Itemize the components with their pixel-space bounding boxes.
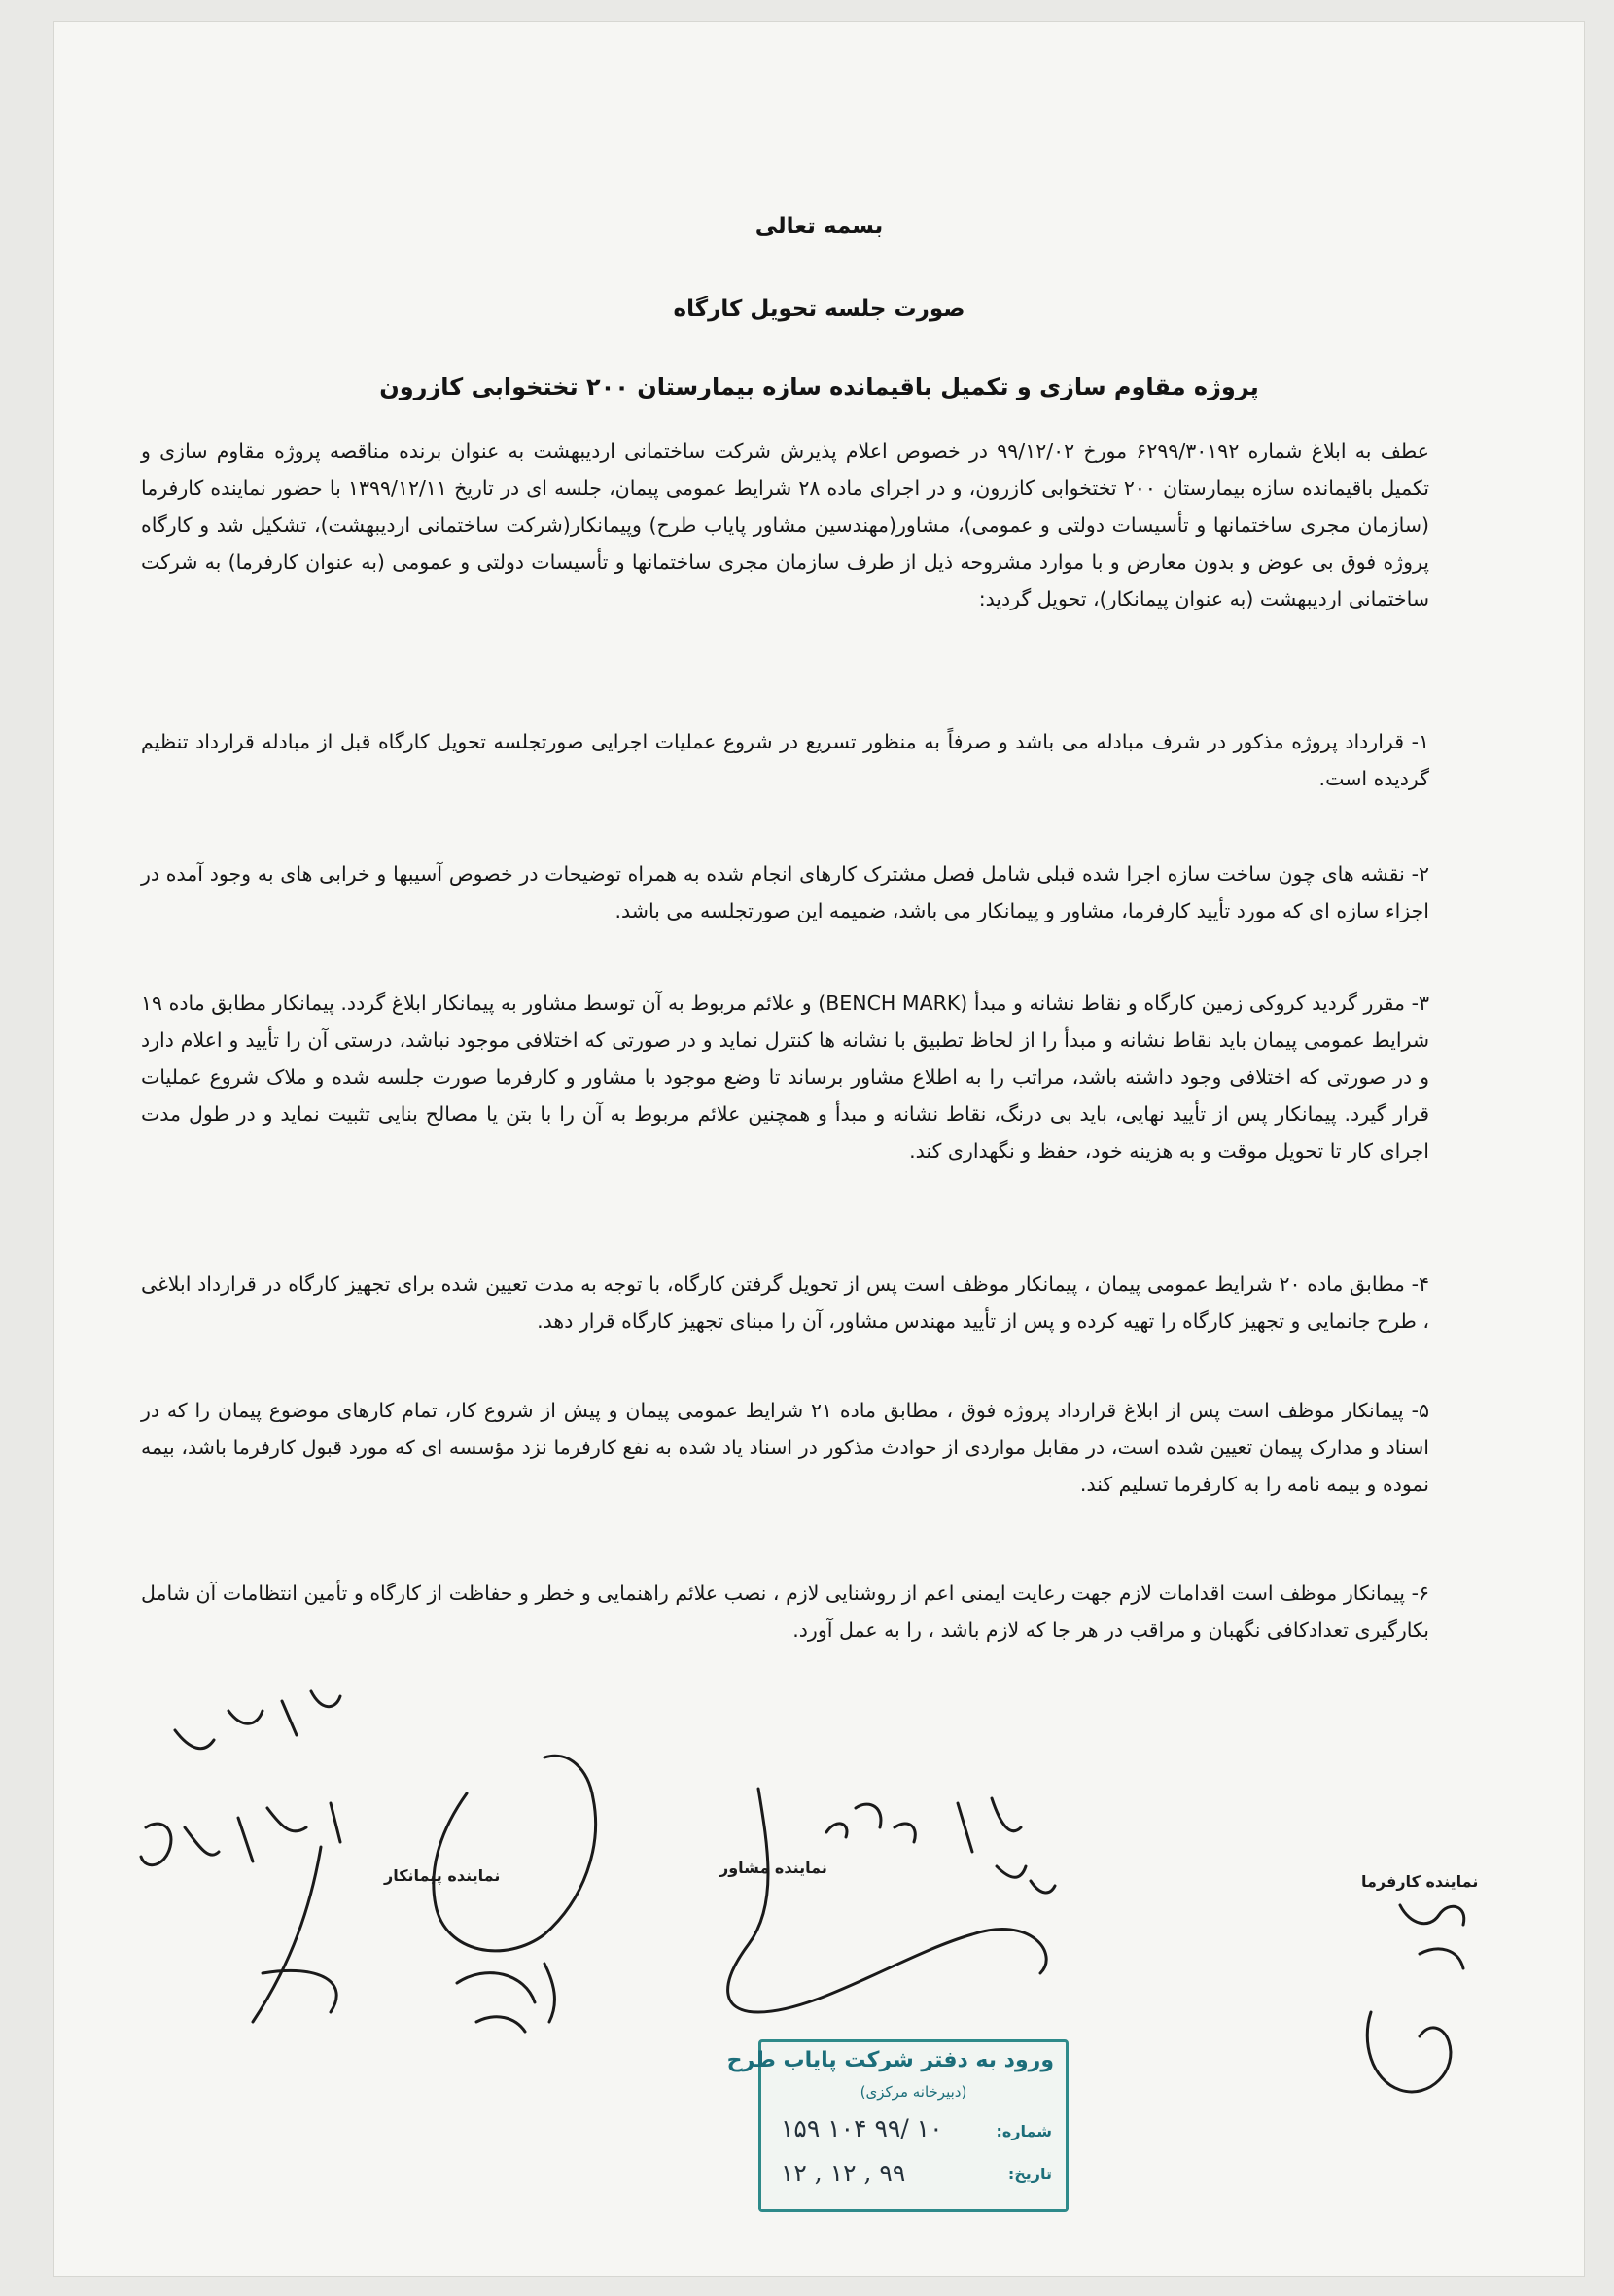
stamp-title: ورود به دفتر شرکت پایاب طرح: [726, 2048, 1054, 2072]
stamp-number-label: شماره:: [996, 2122, 1052, 2140]
stamp-date-label: تاریخ:: [1007, 2165, 1052, 2183]
stamp-number-value: ۱۵۹ ۱۰۴ ۹۹/ ۱۰: [781, 2114, 943, 2142]
clause-5: ۵- پیمانکار موظف است پس از ابلاغ قرارداد پروژه فوق ، مطابق ماده ۲۱ شرایط عمومی پیمان و پیش از شروع کار، تمام کارهای موضوع پیمان را که در اسناد و مدارک پیمان تعیین شده است، در مقابل مواردی از حوادث مذکور در اسناد یاد شده به نفع کارفرما نزد مؤسسه ای که مورد قبول کارفرما باشد، بیمه نموده و بیمه نامه را به کارفرما تسلیم کند.: [141, 1399, 1429, 1496]
clause-2: ۲- نقشه های چون ساخت سازه اجرا شده قبلی شامل فصل مشترک کارهای انجام شده به همراه توضیحات در خصوص آسیبها و خرابی های به وجود آمده در اجزاء سازه ای که مورد تأیید کارفرما، مشاور و پیمانکار می باشد، ضمیمه این صورتجلسه می باشد.: [141, 862, 1429, 922]
stamp-date-value: ۱۲ , ۱۲ , ۹۹: [781, 2159, 906, 2187]
project-title: پروژه مقاوم سازی و تکمیل باقیمانده سازه بیمارستان ۲۰۰ تختخوابی کازرون: [379, 373, 1259, 400]
clause-3: ۳- مقرر گردید کروکی زمین کارگاه و نقاط نشانه و مبدأ (BENCH MARK) و علائم مربوط به آن توسط مشاور به پیمانکار ابلاغ گردد. پیمانکار مطابق ماده ۱۹ شرایط عمومی پیمان باید نقاط نشانه و مبدأ را از لحاظ تطبیق با نشانه ها کنترل نماید و در صورتی که اختلافی موجود نباشد، درستی آن را تأیید و اعلام دارد و در صورتی که اختلافی وجود داشته باشد، مراتب را به اطلاع مشاور برساند تا وضع موجود با مشاور و کارفرما صورت جلسه شده و ملاک شروع عملیات قرار گیرد. پیمانکار پس از تأیید نهایی، باید بی درنگ، نقاط نشانه و مبدأ و همچنین علائم مربوط به آن را با بتن یا مصالح بنایی تثبیت نماید و در طول مدت اجرای کار تا تحویل موقت و به هزینه خود، حفظ و نگهداری کند.: [141, 991, 1429, 1163]
clause-4: ۴- مطابق ماده ۲۰ شرایط عمومی پیمان ، پیمانکار موظف است پس از تحویل گرفتن کارگاه، با توجه به مدت تعیین شده برای تجهیز کارگاه در قرارداد ابلاغی ، طرح جانمایی و تجهیز کارگاه را تهیه کرده و پس از تأیید مهندس مشاور، آن را مبنای تجهیز کارگاه قرار دهد.: [141, 1272, 1429, 1333]
clause-1: ۱- قرارداد پروژه مذکور در شرف مبادله می باشد و صرفاً به منظور تسریع در شروع عملیات اجرایی صورتجلسه تحویل کارگاه قبل از مبادله قرارداد تنظیم گردیده است.: [141, 730, 1429, 790]
clause-6: ۶- پیمانکار موظف است اقدامات لازم جهت رعایت ایمنی اعم از روشنایی لازم ، نصب علائم راهنمایی و خطر و حفاظت از کارگاه و تأمین انتظامات آن شامل بکارگیری تعدادکافی نگهبان و مراقب در هر جا که لازم باشد ، را به عمل آورد.: [141, 1582, 1429, 1642]
invocation-heading: بسمه تعالی: [754, 214, 884, 239]
document-title: صورت جلسه تحویل کارگاه: [673, 296, 965, 322]
employer-rep-label: نماینده کارفرما: [1361, 1872, 1479, 1891]
contractor-rep-label: نماینده پیمانکار: [384, 1866, 501, 1885]
registry-stamp: [726, 2039, 1069, 2212]
consultant-rep-label: نماینده مشاور: [719, 1859, 827, 1877]
stamp-subtitle: (دبیرخانه مرکزی): [860, 2083, 967, 2101]
intro-paragraph: عطف به ابلاغ شماره ۶۲۹۹/۳۰۱۹۲ مورخ ۹۹/۱۲/۰۲ در خصوص اعلام پذیرش شرکت ساختمانی اردیبهشت به عنوان برنده مناقصه پروژه مقاوم سازی و تکمیل باقیمانده سازه بیمارستان ۲۰۰ تختخوابی کازرون، و در اجرای ماده ۲۸ شرایط عمومی پیمان، جلسه ای در تاریخ ۱۳۹۹/۱۲/۱۱ با حضور نماینده کارفرما (سازمان مجری ساختمانها و تأسیسات دولتی و عمومی)، مشاور(مهندسین مشاور پایاب طرح) وپیمانکار(شرکت ساختمانی اردیبهشت)، تشکیل شد و کارگاه پروژه فوق بی عوض و بدون معارض و با موارد مشروحه ذیل از طرف سازمان مجری ساختمانها و تأسیسات دولتی و عمومی (به عنوان کارفرما) به شرکت ساختمانی اردیبهشت (به عنوان پیمانکار)، تحویل گردید:: [141, 439, 1429, 610]
